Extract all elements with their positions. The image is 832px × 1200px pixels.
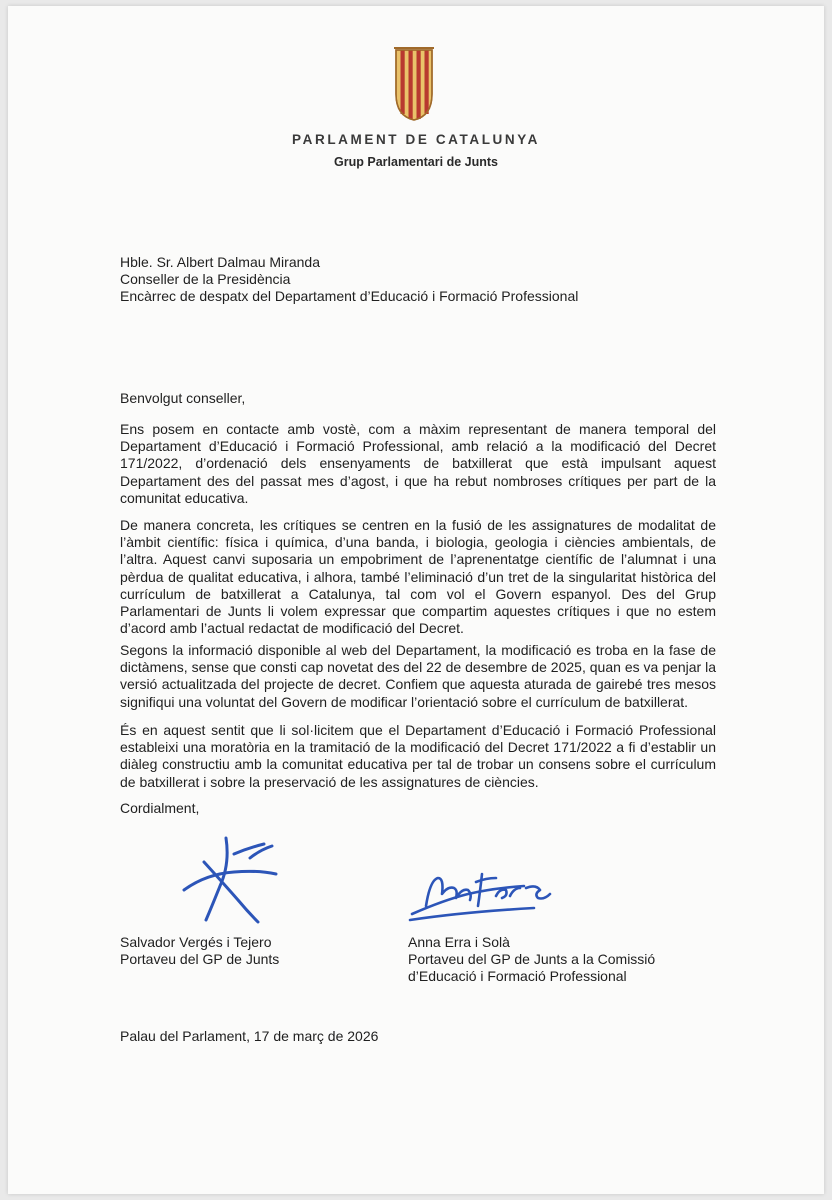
signer-1-block [120,934,279,968]
signer-2-title-line-2: d’Educació i Formació Professional [408,968,627,984]
recipient-assignment: Encàrrec de despatx del Departament d’Educació i Formació Professional [120,288,579,304]
salutation: Benvolgut conseller, [120,390,246,406]
place-and-date: Palau del Parlament, 17 de març de 2026 [120,1028,379,1044]
signer-1-name: Salvador Vergés i Tejero [120,934,272,950]
recipient-name: Hble. Sr. Albert Dalmau Miranda [120,254,320,270]
parliamentary-group-name: Grup Parlamentari de Junts [334,155,498,169]
letter-page [8,6,824,1194]
body-paragraph-1: Ens posem en contacte amb vostè, com a màxim representant de manera temporal del Departament d’Educació i Formació Professional, amb relació a la modificació del Decret 171/2022, d’ordenació dels ensenyaments de batxillerat que està impulsant aquest Departament des del passat mes d’agost, i que ha rebut nombroses crítiques per part de la comunitat educativa. [120,421,716,506]
signature-2-icon [404,864,564,930]
signature-1-icon [176,828,286,928]
body-paragraph-4: És en aquest sentit que li sol·licitem que el Departament d’Educació i Formació Professional estableixi una moratòria en la tramitació de la modificació del Decret 171/2022 a fi d’establir un diàleg constructiu amb la comunitat educativa per tal de trobar un consens sobre el currículum de batxillerat i sobre la preservació de les assignatures de ciències. [120,722,716,790]
closing: Cordialment, [120,800,200,816]
parliament-name: PARLAMENT DE CATALUNYA [292,132,540,147]
signer-1-title: Portaveu del GP de Junts [120,951,280,967]
signer-2-title-line-1: Portaveu del GP de Junts a la Comissió [408,951,656,967]
parliament-emblem-icon [390,44,438,122]
body-paragraph-3: Segons la informació disponible al web del Departament, la modificació es troba en la fase de dictàmens, sense que consti cap novetat des del 22 de desembre de 2025, quan es va penjar la versió actualitzada del projecte de decret. Confiem que aquesta aturada de gairebé tres mesos signifiqui una voluntat del Govern de modificar l’orientació sobre el currículum de batxillerat. [120,642,716,710]
recipient-block [120,254,578,305]
signer-2-name: Anna Erra i Solà [408,934,510,950]
signer-2-block [408,934,655,985]
body-paragraph-2: De manera concreta, les crítiques se centren en la fusió de les assignatures de modalitat de l’àmbit científic: física i química, d’una banda, i biologia, geologia i ciències ambientals, de l’altra. Aquest canvi suposaria un empobriment de l’aprenentatge científic de l’alumnat i una pèrdua de qualitat educativa, i alhora, també l’eliminació d’un tret de la singularitat històrica del currículum de batxillerat a Catalunya, tal com vol el Govern espanyol. Des del Grup Parlamentari de Junts li volem expressar que compartim aquestes crítiques i que no estem d’acord amb l’actual redactat de modificació del Decret. [120,517,716,637]
recipient-position: Conseller de la Presidència [120,271,291,287]
